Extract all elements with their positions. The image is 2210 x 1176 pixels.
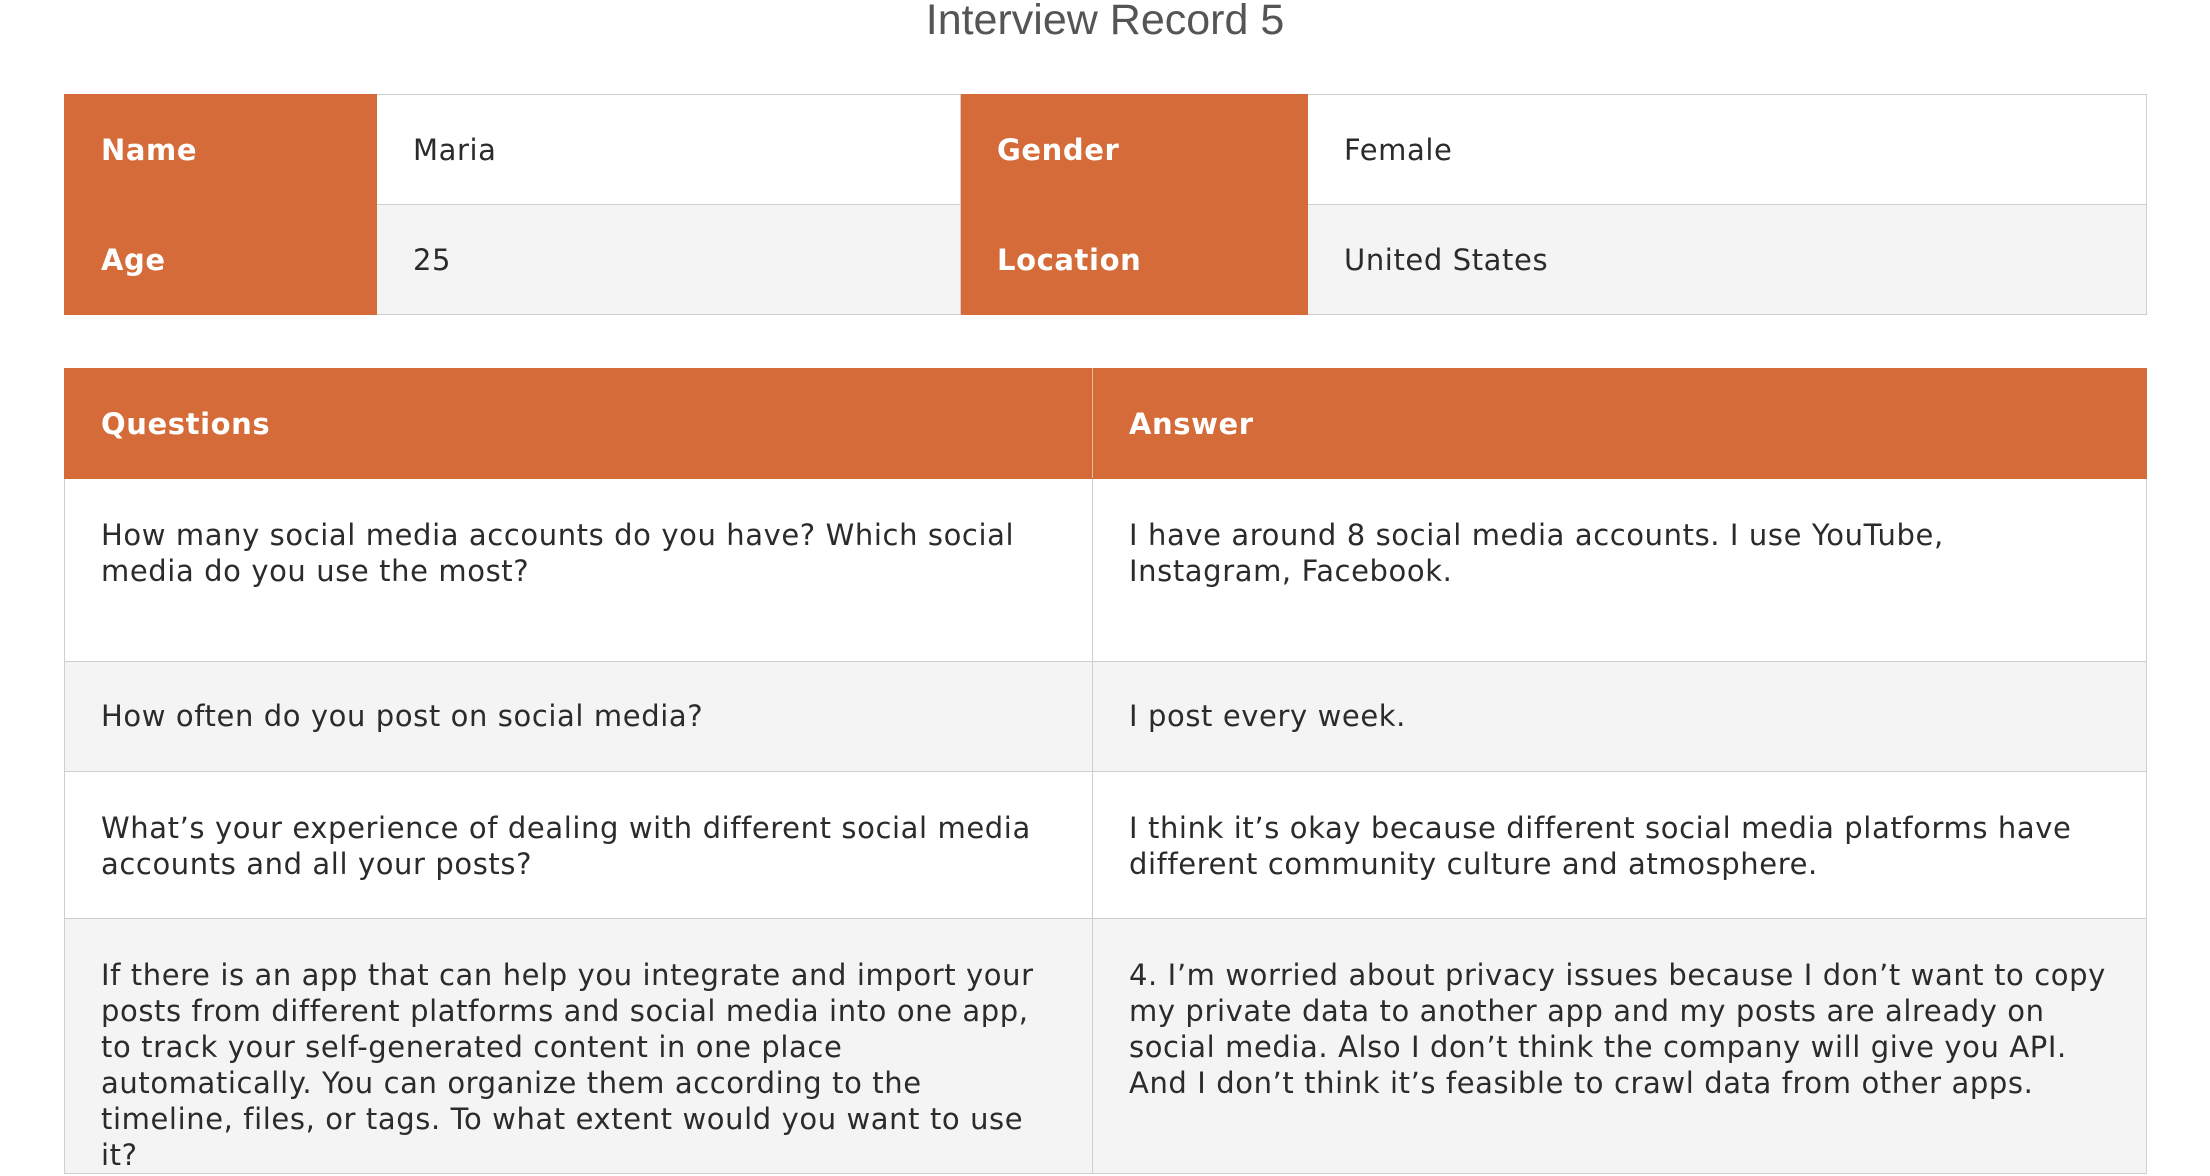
qa-row [65,772,2147,919]
answer-cell: I think it’s okay because different social media platforms have different community culture and atmosphere. [1093,772,2147,919]
age-label: Age [65,205,377,315]
answer-cell: I have around 8 social media accounts. I use YouTube, Instagram, Facebook. [1093,479,2147,662]
page-title: Interview Record 5 [925,0,1285,44]
info-row-name-gender [65,95,2147,205]
qa-row [65,662,2147,772]
answer-header: Answer [1093,369,2147,479]
question-cell: How often do you post on social media? [65,662,1093,772]
qa-header-row [65,369,2147,479]
gender-value: Female [1308,95,2147,205]
location-label: Location [961,205,1308,315]
question-cell: If there is an app that can help you integrate and import your posts from different platforms and social media into one app, to track your self-generated content in one place automatically. You can organize them according to the timeline, files, or tags. To what extent would you want to use it? [65,919,1093,1174]
qa-row [65,919,2147,1174]
qa-row [65,479,2147,662]
participant-info-table [64,94,2147,315]
info-row-age-location [65,205,2147,315]
questions-answers-table [64,368,2147,1174]
name-value: Maria [377,95,961,205]
questions-header: Questions [65,369,1093,479]
answer-cell: I post every week. [1093,662,2147,772]
question-cell: What’s your experience of dealing with different social media accounts and all your posts? [65,772,1093,919]
name-label: Name [65,95,377,205]
age-value: 25 [377,205,961,315]
answer-cell: 4. I’m worried about privacy issues because I don’t want to copy my private data to another app and my posts are already on social media. Also I don’t think the company will give you API. And I don’t think it’s feasible to crawl data from other apps. [1093,919,2147,1174]
question-cell: How many social media accounts do you have? Which social media do you use the most? [65,479,1093,662]
location-value: United States [1308,205,2147,315]
gender-label: Gender [961,95,1308,205]
